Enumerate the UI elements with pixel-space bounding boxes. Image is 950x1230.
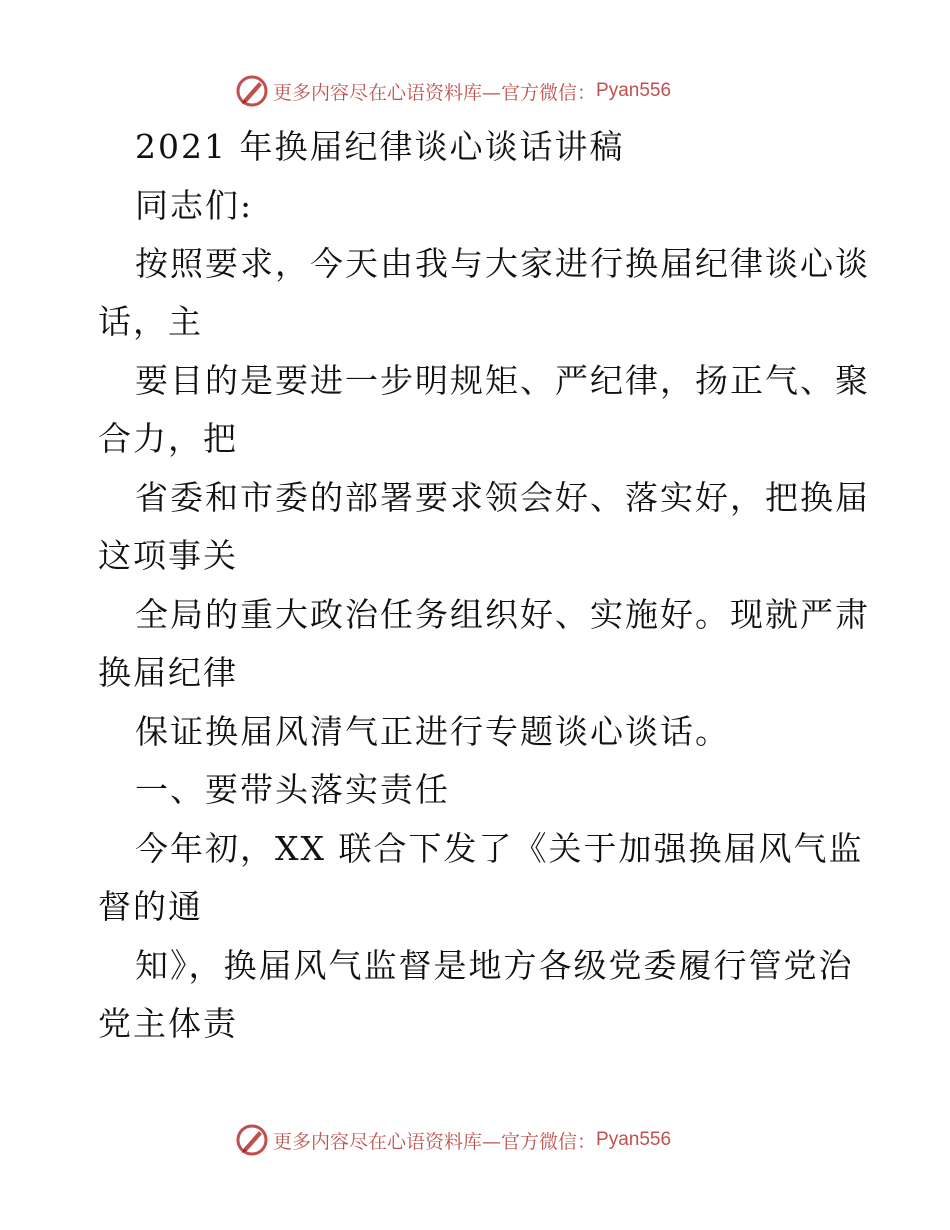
paragraph-line: 要目的是要进一步明规矩、严纪律，扬正气、聚 <box>135 361 870 400</box>
paragraph-line: 党主体责 <box>98 1004 238 1043</box>
watermark-wechat-id: Pyan556 <box>596 1129 672 1150</box>
paragraph-line: 知》，换届风气监督是地方各级党委履行管党治 <box>135 946 854 985</box>
pen-logo-icon <box>235 74 269 108</box>
paragraph-line: 省委和市委的部署要求领会好、落实好，把换届 <box>135 478 870 517</box>
paragraph-line: 合力，把 <box>98 419 238 458</box>
paragraph-line: 按照要求，今天由我与大家进行换届纪律谈心谈 <box>135 244 870 283</box>
footer-watermark <box>235 1122 671 1158</box>
watermark-text: 更多内容尽在心语资料库—官方微信： <box>273 81 597 104</box>
watermark-text: 更多内容尽在心语资料库—官方微信： <box>273 1130 597 1153</box>
section-heading: 一、要带头落实责任 <box>135 770 450 809</box>
salutation: 同志们: <box>135 186 254 225</box>
paragraph-line: 全局的重大政治任务组织好、实施好。现就严肃 <box>135 595 870 634</box>
paragraph-line: 保证换届风清气正进行专题谈心谈话。 <box>135 712 730 751</box>
watermark-wechat-id: Pyan556 <box>596 80 672 101</box>
paragraph-line: 这项事关 <box>98 536 238 575</box>
paragraph-line: 换届纪律 <box>98 653 238 692</box>
pen-logo-icon <box>235 1123 269 1157</box>
paragraph-line: 今年初，XX 联合下发了《关于加强换届风气监 <box>135 829 864 868</box>
paragraph-line: 督的通 <box>98 887 203 926</box>
header-watermark <box>235 73 671 109</box>
document-title: 2021 年换届纪律谈心谈话讲稿 <box>135 127 625 166</box>
paragraph-line: 话，主 <box>98 302 203 341</box>
